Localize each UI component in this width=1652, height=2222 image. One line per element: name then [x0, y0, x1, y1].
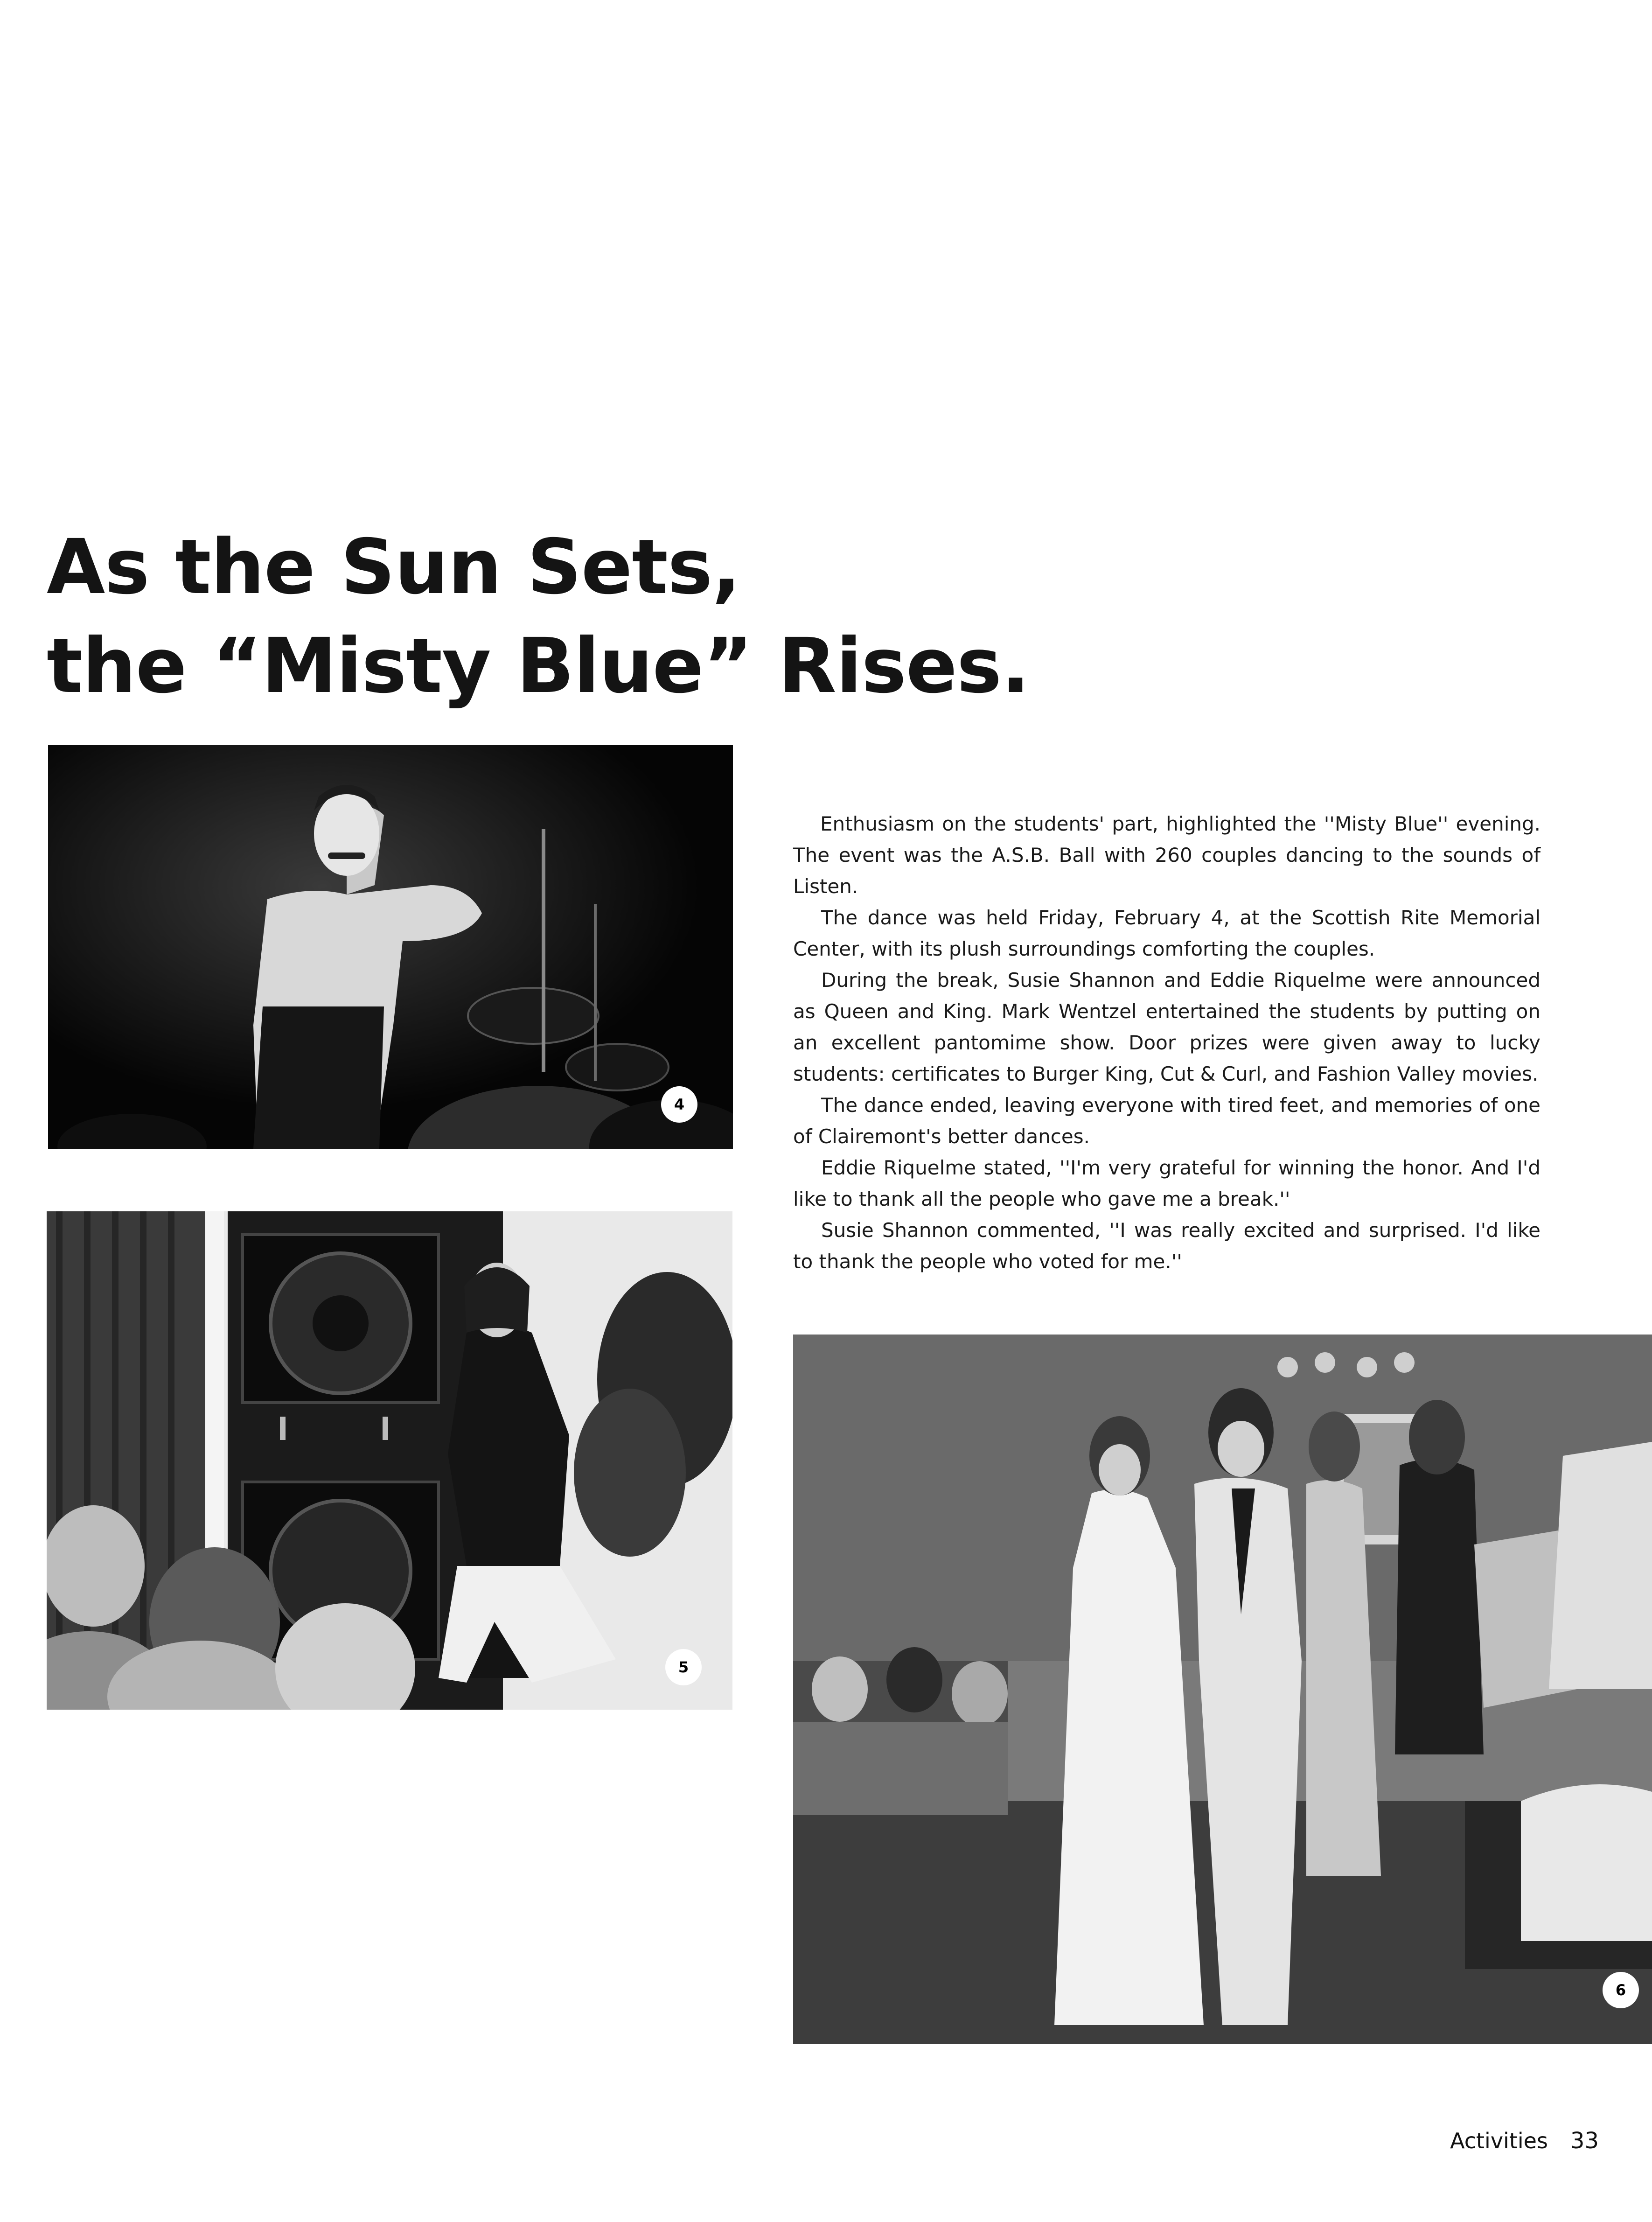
headline-line-1: As the Sun Sets,	[47, 524, 740, 611]
photo-6-number-badge: 6	[1603, 1972, 1639, 2008]
article-paragraph: The dance ended, leaving everyone with tired feet, and memories of one of Clairemont's better dances.	[793, 1094, 1540, 1148]
photo-5-number-badge: 5	[665, 1649, 702, 1685]
article-paragraph: During the break, Susie Shannon and Eddie Riquelme were announced as Queen and King. Mark Wentzel entertained the students by putting on an excellent pantomime show. Door prizes were given away to lucky students: certificates to Burger King, Cut & Curl, and Fashion Valley movies.	[793, 969, 1540, 1085]
photo-performer-with-speakers	[47, 1211, 732, 1710]
photo-4-number-badge: 4	[661, 1086, 697, 1123]
photo-6-image	[793, 1335, 1652, 2044]
article-paragraph: Eddie Riquelme stated, ''I'm very grateful for winning the honor. And I'd like to thank all the people who gave me a break.''	[793, 1156, 1540, 1210]
photo-5-image	[47, 1211, 732, 1710]
headline-line-2: the “Misty Blue” Rises.	[47, 622, 1030, 710]
photo-couples-at-ball	[793, 1335, 1652, 2044]
headline	[47, 518, 1030, 716]
article-paragraph: The dance was held Friday, February 4, at the Scottish Rite Memorial Center, with its plush surroundings comforting the couples.	[793, 906, 1540, 960]
article-body	[793, 808, 1540, 1277]
page-footer	[1450, 2128, 1599, 2154]
photo-pantomime-performer	[48, 745, 733, 1149]
article-paragraph: Susie Shannon commented, ''I was really excited and surprised. I'd like to thank the people who voted for me.''	[793, 1219, 1540, 1273]
photo-4-image	[48, 745, 733, 1149]
page-number: 33	[1570, 2128, 1599, 2154]
article-paragraph: Enthusiasm on the students' part, highlighted the ''Misty Blue'' evening. The event was the A.S.B. Ball with 260 couples dancing to the sounds of Listen.	[793, 812, 1540, 898]
section-label: Activities	[1450, 2128, 1548, 2153]
